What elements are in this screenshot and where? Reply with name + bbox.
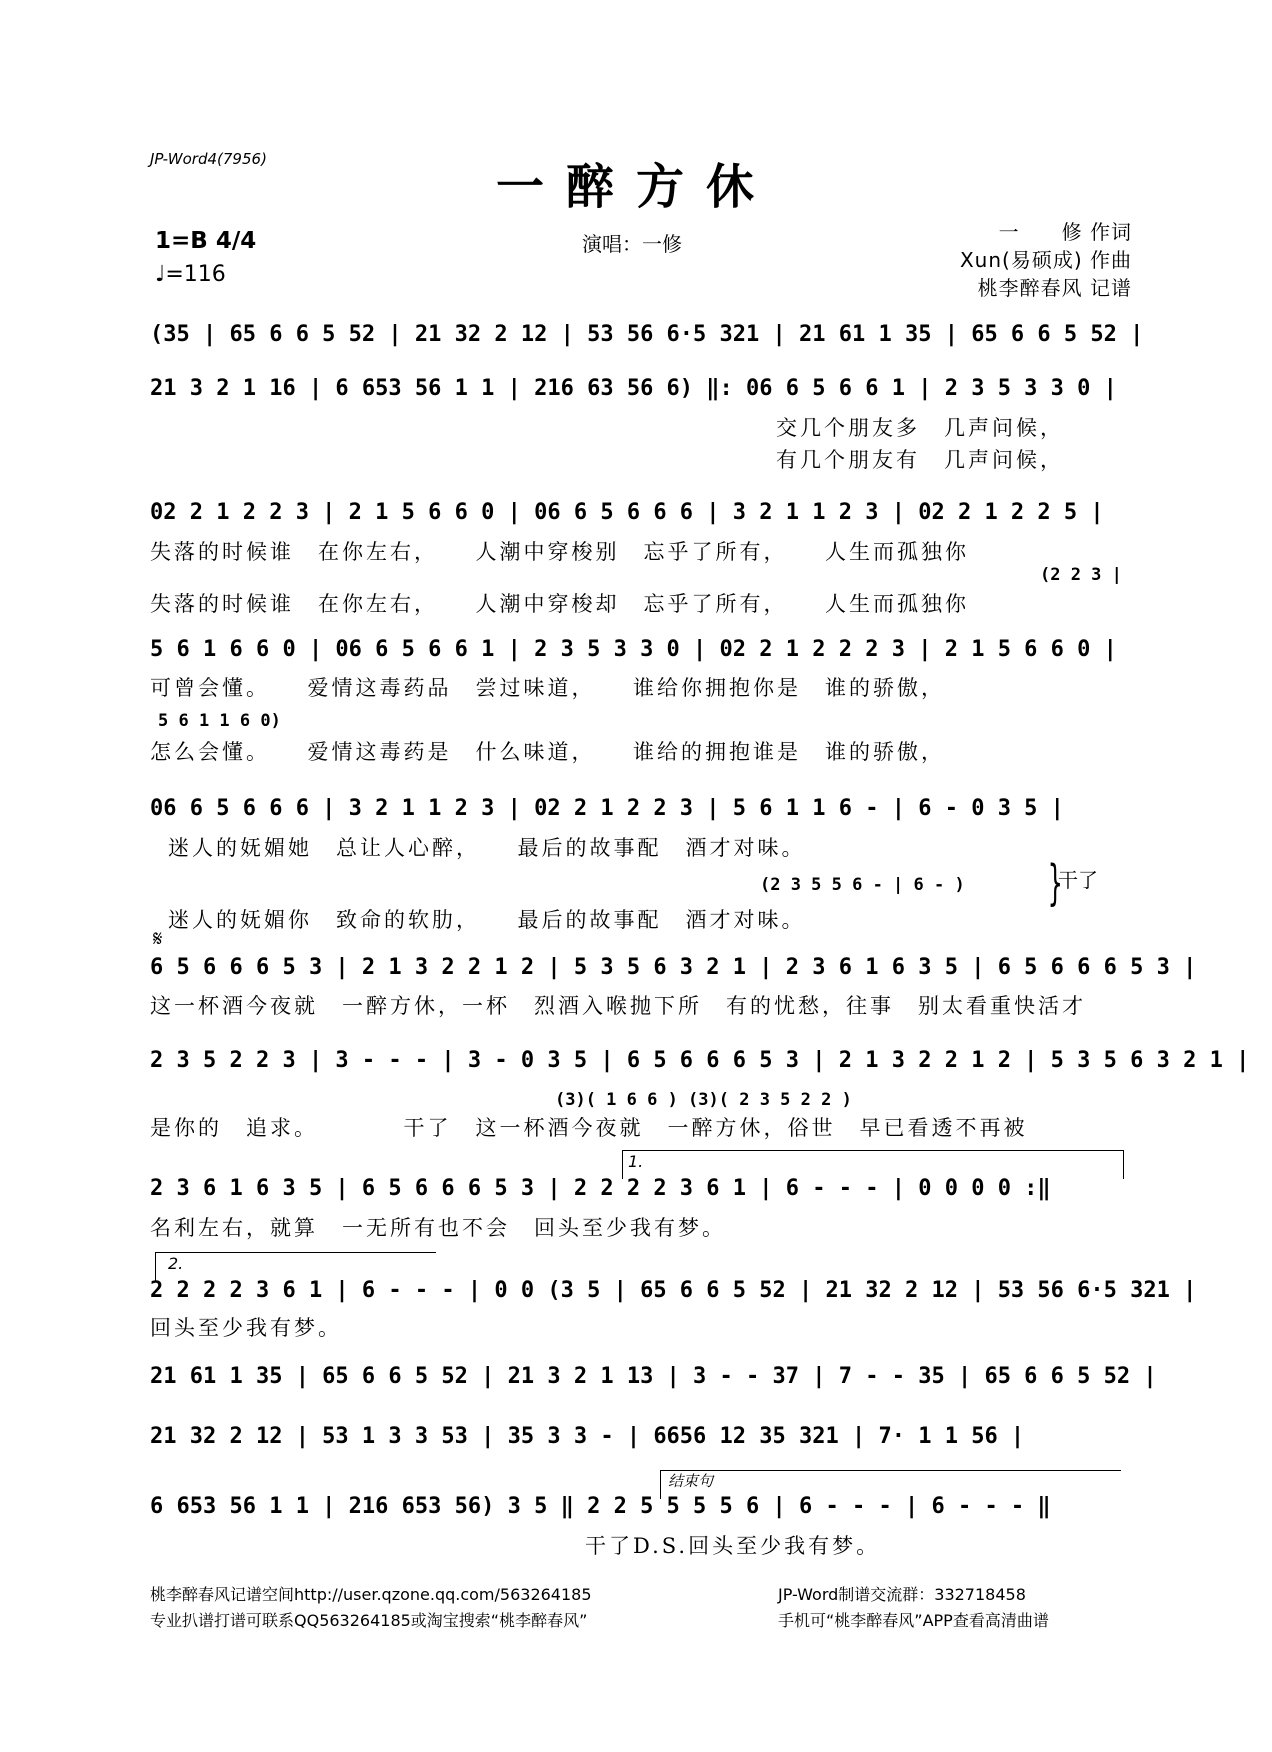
score-line-2: 21 3 2 1 16 | 6 653 56 1 1 | 216 63 56 6) ‖: 06 6 5 6 6 1 | 2 3 5 3 3 0 | [150,376,1117,401]
singer-credit: 演唱：一修 [582,232,682,256]
score-line-8: 2 3 6 1 6 3 5 | 6 5 6 6 6 5 3 | 2 2 2 2 3 6 1 | 6 - - - | 0 0 0 0 :‖ [150,1176,1051,1201]
footer-left-line-1: 桃李醉春风记谱空间http://user.qzone.qq.com/563264185 [150,1585,592,1604]
lyric-line-10: 是你的 追求。 干了 这一杯酒今夜就 一醉方休，俗世 早已看透不再被 [150,1116,1028,1140]
score-line-9: 2 2 2 2 3 6 1 | 6 - - - | 0 0 (3 5 | 65 6 6 5 52 | 21 32 2 12 | 53 56 6·5 321 | [150,1278,1197,1303]
lyric-line-4: 失落的时候谁 在你左右， 人潮中穿梭却 忘乎了所有， 人生而孤独你 [150,592,969,616]
composer-credit: Xun(易硕成) 作曲 [959,248,1132,272]
alt-rest-1: (2 2 3 | [1040,565,1122,585]
ganle-mark: 干了 [1058,868,1098,892]
segno-mark: 𝄋 [153,927,163,952]
key-signature: 1=B 4/4 [155,228,257,254]
footer-right-line-2: 手机可“桃李醉春风”APP查看高清曲谱 [778,1611,1049,1630]
score-line-6: 6 5 6 6 6 5 3 | 2 1 3 2 2 1 2 | 5 3 5 6 3 2 1 | 2 3 6 1 6 3 5 | 6 5 6 6 6 5 3 | [150,955,1197,980]
volta-1-bracket [622,1150,1124,1179]
scribe-credit: 桃李醉春风 记谱 [977,276,1132,300]
lyric-line-5: 可曾会懂。 爱情这毒药品 尝过味道， 谁给你拥抱你是 谁的骄傲， [150,676,945,700]
footer-left-line-2: 专业扒谱打谱可联系QQ563264185或淘宝搜索“桃李醉春风” [150,1611,588,1630]
lyric-line-7: 迷人的妩媚她 总让人心醉， 最后的故事配 酒才对味。 [168,836,806,860]
volta-2-label: 2. [168,1254,184,1273]
lyric-line-13: 干了D.S.回头至少我有梦。 [585,1534,881,1558]
lyric-line-9: 这一杯酒今夜就 一醉方休，一杯 烈酒入喉抛下所 有的忧愁，往事 别太看重快活才 [150,994,1086,1018]
volta-1-label: 1. [628,1152,644,1171]
score-line-4: 5 6 1 6 6 0 | 06 6 5 6 6 1 | 2 3 5 3 3 0 | 02 2 1 2 2 2 3 | 2 1 5 6 6 0 | [150,637,1117,662]
lyric-line-1: 交几个朋友多 几声问候， [776,416,1064,440]
brace-mark: } [1047,855,1063,911]
lyric-line-11: 名利左右，就算 一无所有也不会 回头至少我有梦。 [150,1216,726,1240]
lyricist-credit: 一 修 作词 [998,220,1132,244]
footer-right-line-1: JP-Word制谱交流群：332718458 [778,1585,1026,1604]
lyric-line-8: 迷人的妩媚你 致命的软肋， 最后的故事配 酒才对味。 [168,908,806,932]
volta-2-bracket [155,1252,436,1281]
score-line-5: 06 6 5 6 6 6 | 3 2 1 1 2 3 | 02 2 1 2 2 3 | 5 6 1 1 6 - | 6 - 0 3 5 | [150,796,1064,821]
lyric-line-12: 回头至少我有梦。 [150,1316,342,1340]
ending-label: 结束句 [668,1472,714,1490]
alt-rest-2: 5 6 1 1 6 0) [158,711,281,731]
song-title: 一醉方休 [495,159,776,215]
alt-rest-4: (3)( 1 6 6 ) (3)( 2 3 5 2 2 ) [555,1090,852,1110]
lyric-line-6: 怎么会懂。 爱情这毒药是 什么味道， 谁给的拥抱谁是 谁的骄傲， [150,740,945,764]
lyric-line-2: 有几个朋友有 几声问候， [776,448,1064,472]
score-line-12: 6 653 56 1 1 | 216 653 56) 3 5 ‖ 2 2 5 5 5 5 6 | 6 - - - | 6 - - - ‖ [150,1494,1051,1519]
alt-rest-3: (2 3 5 5 6 - | 6 - ) [760,875,965,895]
score-line-10: 21 61 1 35 | 65 6 6 5 52 | 21 3 2 1 13 | 3 - - 37 | 7 - - 35 | 65 6 6 5 52 | [150,1364,1157,1389]
score-line-3: 02 2 1 2 2 3 | 2 1 5 6 6 0 | 06 6 5 6 6 6 | 3 2 1 1 2 3 | 02 2 1 2 2 5 | [150,500,1104,525]
score-line-1: (35 | 65 6 6 5 52 | 21 32 2 12 | 53 56 6·5 321 | 21 61 1 35 | 65 6 6 5 52 | [150,322,1144,347]
score-line-11: 21 32 2 12 | 53 1 3 3 53 | 35 3 3 - | 6656 12 35 321 | 7· 1 1 56 | [150,1424,1025,1449]
software-tag: JP-Word4(7956) [150,150,267,168]
lyric-line-3: 失落的时候谁 在你左右， 人潮中穿梭别 忘乎了所有， 人生而孤独你 [150,540,969,564]
score-line-7: 2 3 5 2 2 3 | 3 - - - | 3 - 0 3 5 | 6 5 6 6 6 5 3 | 2 1 3 2 2 1 2 | 5 3 5 6 3 2 1 | [150,1048,1250,1073]
tempo-marking: ♩=116 [155,262,226,287]
